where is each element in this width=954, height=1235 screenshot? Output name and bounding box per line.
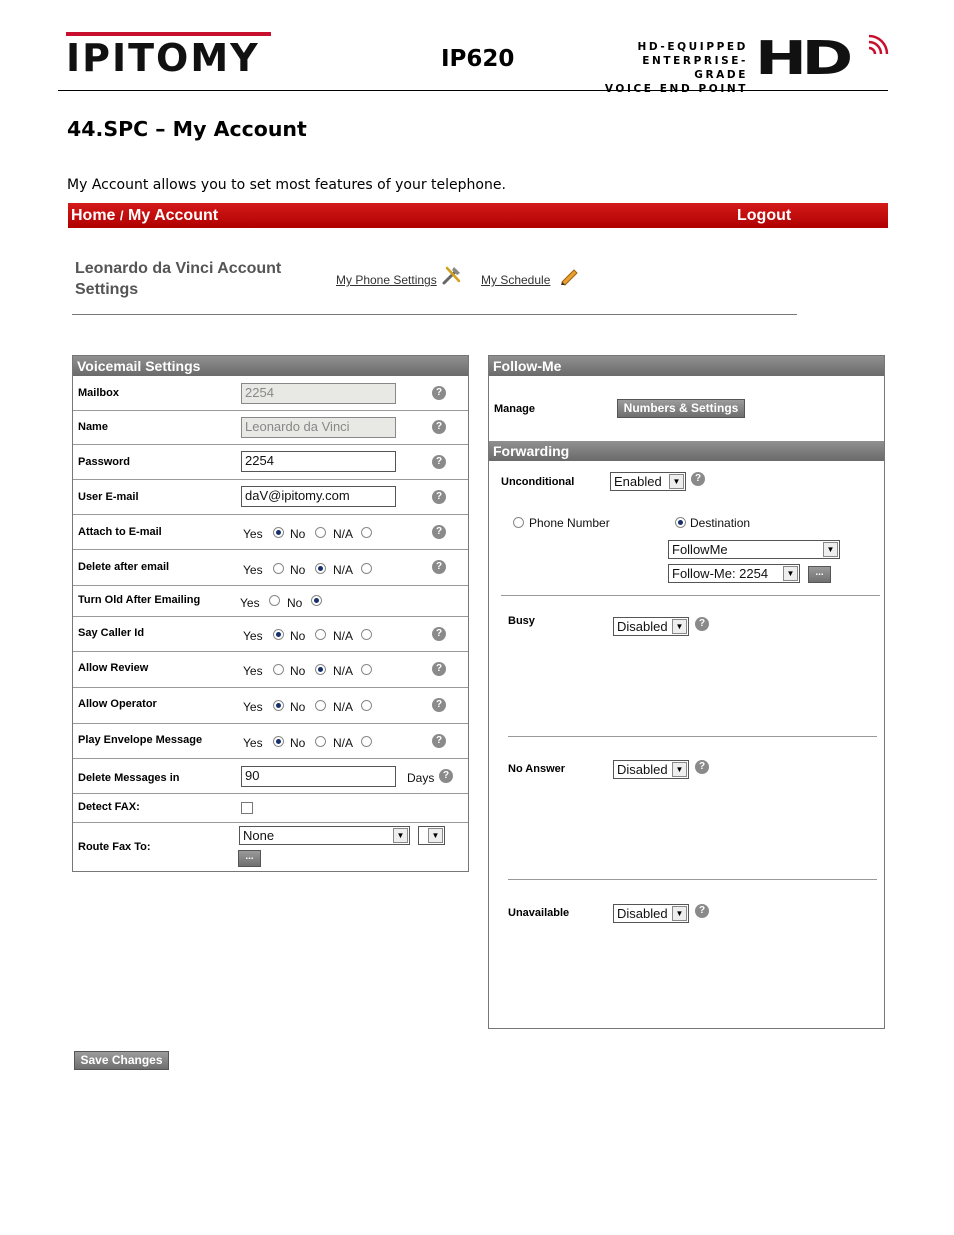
logout-link[interactable]: Logout (737, 207, 792, 224)
busy-value: Disabled (617, 619, 668, 634)
pencil-icon[interactable] (558, 264, 580, 286)
help-icon[interactable]: ? (432, 455, 446, 469)
logo-wordmark: IPITOMY (66, 36, 260, 80)
allow-review-label: Allow Review (78, 662, 149, 674)
na-label: N/A (333, 629, 354, 643)
unavailable-label: Unavailable (508, 907, 570, 919)
busy-label: Busy (508, 615, 535, 627)
yes-label: Yes (243, 664, 263, 678)
allow-operator-label: Allow Operator (78, 698, 157, 710)
play-envelope-yes-radio[interactable] (273, 736, 284, 747)
user-email-row (73, 480, 468, 515)
na-label: N/A (333, 527, 354, 541)
manage-label: Manage (494, 403, 535, 415)
allow-review-yes-radio[interactable] (273, 664, 284, 675)
na-label: N/A (333, 664, 354, 678)
document-model: IP620 (441, 46, 515, 72)
save-changes-button[interactable]: Save Changes (74, 1051, 169, 1070)
attach-no-radio[interactable] (315, 527, 326, 538)
breadcrumb-home[interactable]: Home (71, 207, 116, 224)
phone-number-label: Phone Number (529, 516, 610, 530)
yes-label: Yes (240, 596, 260, 610)
destination-type-value: FollowMe (672, 542, 728, 557)
no-label: No (290, 700, 306, 714)
breadcrumb-separator: / (119, 208, 124, 223)
chevron-down-icon: ▼ (672, 906, 687, 921)
say-caller-no-radio[interactable] (315, 629, 326, 640)
tools-icon[interactable] (441, 264, 463, 286)
hd-logo (755, 32, 891, 84)
delete-messages-row (73, 759, 468, 794)
destination-label: Destination (690, 516, 751, 530)
yes-label: Yes (243, 629, 263, 643)
destination-type-select[interactable] (668, 540, 840, 559)
section-title: 44.SPC – My Account (67, 117, 307, 141)
no-label: No (290, 527, 306, 541)
delete-messages-input[interactable]: 90 (241, 766, 396, 787)
attach-email-row (73, 515, 468, 550)
allow-review-na-radio[interactable] (361, 664, 372, 675)
tagline-line-3: VOICE END POINT (604, 83, 748, 95)
mailbox-row (73, 376, 468, 411)
delete-after-email-row (73, 550, 468, 586)
mailbox-label: Mailbox (78, 387, 119, 399)
voicemail-settings-heading: Voicemail Settings (73, 356, 468, 376)
chevron-down-icon: ▼ (783, 566, 798, 581)
chevron-down-icon: ▼ (672, 762, 687, 777)
allow-operator-yes-radio[interactable] (273, 700, 284, 711)
chevron-down-icon: ▼ (823, 542, 838, 557)
play-envelope-row (73, 724, 468, 759)
breadcrumb (71, 207, 218, 225)
help-icon[interactable]: ? (439, 769, 453, 783)
allow-operator-row (73, 688, 468, 724)
forwarding-section (489, 441, 884, 461)
na-label: N/A (333, 736, 354, 750)
route-fax-extra-select[interactable] (418, 826, 445, 845)
password-row (73, 445, 468, 480)
say-caller-yes-radio[interactable] (273, 629, 284, 640)
say-caller-id-row (73, 617, 468, 652)
delete-after-na-radio[interactable] (361, 563, 372, 574)
mailbox-input[interactable]: 2254 (241, 383, 396, 404)
chevron-down-icon: ▼ (393, 828, 408, 843)
hd-logo-text: HD (755, 31, 848, 85)
allow-review-row (73, 652, 468, 688)
route-fax-label: Route Fax To: (78, 841, 151, 853)
delete-after-yes-radio[interactable] (273, 563, 284, 574)
breadcrumb-current: My Account (127, 207, 219, 224)
chevron-down-icon: ▼ (428, 828, 443, 843)
nav-bar (68, 203, 888, 228)
delete-after-no-radio[interactable] (315, 563, 326, 574)
turn-old-label: Turn Old After Emailing (78, 594, 201, 606)
account-divider (72, 314, 797, 315)
my-schedule-link[interactable]: My Schedule (481, 273, 551, 287)
help-icon[interactable]: ? (432, 627, 446, 641)
destination-value-select[interactable] (668, 564, 800, 583)
password-label: Password (78, 456, 130, 468)
unavailable-select[interactable] (613, 904, 689, 923)
detect-fax-checkbox[interactable] (241, 802, 253, 814)
detect-fax-row (73, 794, 468, 823)
route-fax-more-button[interactable]: ... (238, 850, 261, 867)
help-icon[interactable]: ? (432, 490, 446, 504)
forwarding-divider (508, 736, 877, 737)
yes-label: Yes (243, 700, 263, 714)
forwarding-divider (501, 595, 880, 596)
help-icon[interactable]: ? (695, 760, 709, 774)
no-label: No (290, 664, 306, 678)
route-fax-row (73, 823, 468, 871)
destination-radio[interactable] (675, 517, 686, 528)
ipitomy-logo (66, 32, 271, 78)
help-icon[interactable]: ? (432, 386, 446, 400)
help-icon[interactable]: ? (432, 560, 446, 574)
turn-old-row (73, 586, 468, 617)
help-icon[interactable]: ? (432, 420, 446, 434)
yes-label: Yes (243, 527, 263, 541)
no-label: No (290, 563, 306, 577)
follow-me-panel (488, 355, 885, 1029)
no-answer-label: No Answer (508, 763, 566, 775)
forwarding-divider (508, 879, 877, 880)
turn-old-no-radio[interactable] (311, 595, 322, 606)
no-answer-value: Disabled (617, 762, 668, 777)
say-caller-na-radio[interactable] (361, 629, 372, 640)
say-caller-id-label: Say Caller Id (78, 627, 145, 639)
no-label: No (290, 736, 306, 750)
attach-na-radio[interactable] (361, 527, 372, 538)
unconditional-label: Unconditional (501, 476, 575, 488)
detect-fax-label: Detect FAX: (78, 801, 140, 813)
chevron-down-icon: ▼ (669, 474, 684, 489)
no-answer-select[interactable] (613, 760, 689, 779)
chevron-down-icon: ▼ (672, 619, 687, 634)
busy-select[interactable] (613, 617, 689, 636)
name-row (73, 411, 468, 445)
help-icon[interactable]: ? (691, 472, 705, 486)
name-input[interactable]: Leonardo da Vinci (241, 417, 396, 438)
destination-value: Follow-Me: 2254 (672, 566, 769, 581)
attach-yes-radio[interactable] (273, 527, 284, 538)
follow-me-heading: Follow-Me (489, 356, 884, 376)
my-phone-settings-link[interactable]: My Phone Settings (336, 273, 437, 287)
help-icon[interactable]: ? (432, 525, 446, 539)
help-icon[interactable]: ? (695, 617, 709, 631)
numbers-settings-button[interactable]: Numbers & Settings (617, 399, 745, 418)
name-label: Name (78, 421, 108, 433)
play-envelope-label: Play Envelope Message (78, 734, 203, 746)
attach-email-label: Attach to E-mail (78, 526, 162, 538)
unavailable-value: Disabled (617, 906, 668, 921)
allow-operator-no-radio[interactable] (315, 700, 326, 711)
help-icon[interactable]: ? (695, 904, 709, 918)
allow-operator-na-radio[interactable] (361, 700, 372, 711)
no-label: No (290, 629, 306, 643)
route-fax-select[interactable] (239, 826, 410, 845)
allow-review-no-radio[interactable] (315, 664, 326, 675)
unconditional-select[interactable] (610, 472, 686, 491)
user-email-label: User E-mail (78, 491, 139, 503)
tagline-line-1: HD-EQUIPPED (637, 41, 748, 53)
yes-label: Yes (243, 736, 263, 750)
turn-old-yes-radio[interactable] (269, 595, 280, 606)
destination-more-button[interactable]: ... (808, 566, 831, 583)
tagline-line-2: ENTERPRISE-GRADE (642, 55, 748, 81)
play-envelope-na-radio[interactable] (361, 736, 372, 747)
wireless-waves-icon (867, 34, 889, 56)
document-header (58, 30, 888, 95)
yes-label: Yes (243, 563, 263, 577)
tagline (593, 40, 748, 96)
no-label: No (287, 596, 303, 610)
unconditional-value: Enabled (614, 474, 662, 489)
delete-after-email-label: Delete after email (78, 561, 170, 573)
na-label: N/A (333, 563, 354, 577)
route-fax-value: None (243, 828, 275, 843)
account-title: Leonardo da Vinci Account Settings (75, 260, 282, 298)
forwarding-heading: Forwarding (489, 441, 884, 461)
help-icon[interactable]: ? (432, 698, 446, 712)
phone-number-radio[interactable] (513, 517, 524, 528)
intro-text: My Account allows you to set most features of your telephone. (67, 177, 506, 193)
days-label: Days (407, 771, 435, 785)
voicemail-settings-panel (72, 355, 469, 872)
help-icon[interactable]: ? (432, 662, 446, 676)
delete-messages-label: Delete Messages in (78, 772, 180, 784)
user-email-input[interactable]: daV@ipitomy.com (241, 486, 396, 507)
na-label: N/A (333, 700, 354, 714)
password-input[interactable]: 2254 (241, 451, 396, 472)
play-envelope-no-radio[interactable] (315, 736, 326, 747)
help-icon[interactable]: ? (432, 734, 446, 748)
